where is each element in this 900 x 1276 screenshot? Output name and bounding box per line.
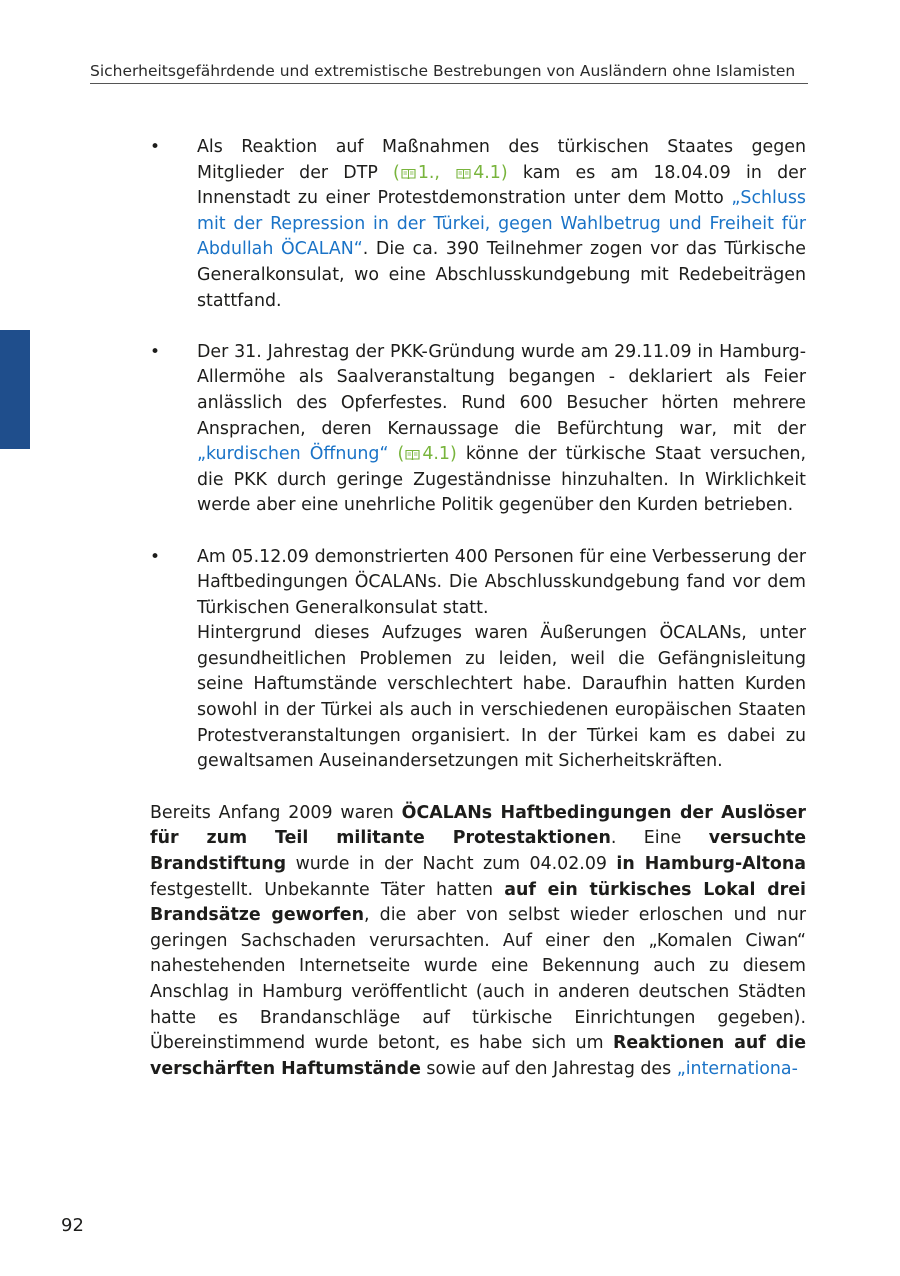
glossary-link[interactable]: „kurdischen Öffnung“ [197, 444, 389, 465]
bullet-text: Am 05.12.09 demonstrierten 400 Personen für eine Verbesserung der Haftbedingungen ÖCALANs. Die Abschlusskundgebung fand vor dem Türkischen Generalkonsulat statt. [197, 546, 806, 618]
bullet-text-continued: Hintergrund dieses Aufzuges waren Äußerungen ÖCALANs, unter gesundheitlichen Problemen zu leiden, weil die Gefängnisleitung seine Haftumstände verschlechtert habe. Daraufhin hatten Kurden sowohl in der Türkei als auch in verschiedenen europäischen Staaten Protestveranstaltungen organisiert. In der Türkei kam es dabei zu gewaltsamen Auseinandersetzungen mit Sicherheitskräften. [197, 623, 806, 772]
bullet-symbol: • [150, 137, 161, 157]
chapter-side-tab [0, 330, 30, 449]
body-paragraph: Bereits Anfang 2009 waren ÖCALANs Haftbedingungen der Auslöser für zum Teil militante Protestaktionen. Eine versuchte Brandstiftung wurde in der Nacht zum 04.02.09 in Hamburg-Altona festgestellt. Unbekannte Täter hatten auf ein türkisches Lokal drei Brandsätze geworfen, die aber von selbst wieder erloschen und nur geringen Sachschaden verursachten. Auf einer den „Komalen Ciwan“ nahestehenden Internetseite wurde eine Bekennung auch zu diesem Anschlag in Hamburg veröffentlicht (auch in anderen deutschen Städten hatte es Brandanschläge auf türkische Einrichtungen gegeben). Übereinstimmend wurde betont, es habe sich um Reaktionen auf die verschärften Haftumstände sowie auf den Jahrestag des „internationa- [150, 802, 807, 1079]
quote-link[interactable]: „Schluss mit der Repression in der Türkei, gegen Wahlbetrug und Freiheit für Abdullah ÖCALAN“ [197, 188, 806, 260]
cross-reference[interactable]: ( 1., 4.1) [393, 162, 508, 183]
bullet-text: Der 31. Jahrestag der PKK-Gründung wurde am 29.11.09 in Hamburg-Allermöhe als Saalveranstaltung begangen - deklariert als Feier anlässlich des Opferfestes. Rund 600 Besucher hörten mehrere Ansprachen, deren Kernaussage die Befürchtung war, mit der „kurdischen Öffnung“ ( 4.1) könne der türkische Staat versuchen, die PKK durch geringe Zugeständnisse hinzuhalten. In Wirklichkeit werde aber eine unehrliche Politik gegenüber den Kurden betrieben. [197, 341, 806, 516]
glossary-link[interactable]: „internationa- [676, 1058, 798, 1079]
bullet-symbol: • [150, 546, 161, 567]
cross-reference[interactable]: ( 4.1) [397, 444, 457, 465]
running-header [90, 61, 808, 84]
book-icon [401, 168, 416, 179]
running-title: Sicherheitsgefährdende und extremistische Bestrebungen von Ausländern ohne Islamisten [90, 62, 796, 80]
bullet-item [150, 340, 806, 519]
bullet-text: Als Reaktion auf Maßnahmen des türkischen Staates gegen Mitglieder der DTP ( 1., 4.1) kam es am 18.04.09 in der Innenstadt zu einer Protestdemonstration unter dem Motto „Schluss mit der Repression in der Türkei, gegen Wahlbetrug und Freiheit für Abdullah ÖCALAN“. Die ca. 390 Teilnehmer zogen vor das Türkische Generalkonsulat, wo eine Abschlusskundgebung mit Redebeiträgen stattfand. [197, 137, 807, 311]
page-body [150, 135, 806, 1082]
bullet-item [150, 135, 806, 314]
book-icon [456, 168, 471, 179]
page-number: 92 [61, 1215, 84, 1236]
book-icon [405, 449, 420, 460]
bullet-item [150, 545, 806, 775]
bullet-symbol: • [150, 341, 161, 362]
